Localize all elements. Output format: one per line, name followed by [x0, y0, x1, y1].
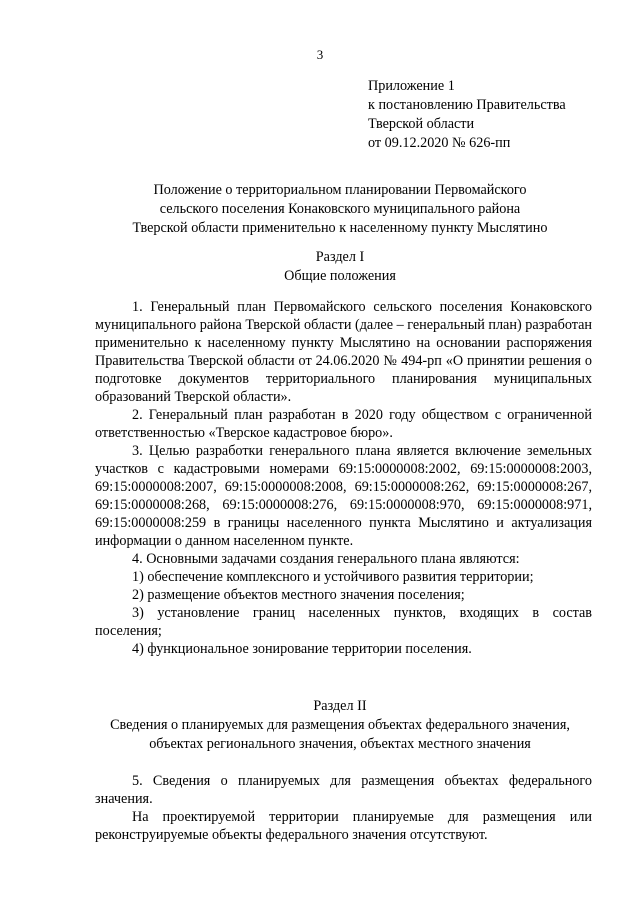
paragraph: На проектируемой территории планируемые для размещения или реконструируемые объекты федерального значения отсутствуют.	[95, 809, 592, 843]
section-heading: Сведения о планируемых для размещения объектах федерального значения,	[110, 717, 570, 733]
section-heading: Общие положения	[284, 268, 396, 284]
appendix-line: Тверской области	[368, 116, 475, 132]
section-heading: объектах регионального значения, объектах местного значения	[149, 736, 531, 752]
title-line: Тверской области применительно к населенному пункту Мыслятино	[132, 220, 548, 236]
section-label: Раздел I	[315, 249, 365, 265]
section2-body	[95, 772, 592, 844]
section1-header	[60, 248, 620, 286]
appendix-line: к постановлению Правительства	[368, 97, 566, 113]
paragraph: 1. Генеральный план Первомайского сельского поселения Конаковского муниципального района Тверской области (далее – генеральный план) разработан применительно к населенному пункту Мыслятино на основании распоряжения Правительства Тверской области от 24.06.2020 № 494-рп «О принятии решения о подготовке документов территориального планирования муниципальных образований Тверской области».	[95, 299, 592, 405]
section1-body	[95, 298, 592, 658]
section-label: Раздел II	[313, 698, 367, 714]
list-item: 3) установление границ населенных пунктов, входящих в состав поселения;	[95, 605, 592, 639]
title-line: сельского поселения Конаковского муниципального района	[159, 201, 521, 217]
paragraph: 3. Целью разработки генерального плана является включение земельных участков с кадастровыми номерами 69:15:0000008:2002, 69:15:0000008:2003, 69:15:0000008:2007, 69:15:0000008:2008, 69:15:0000008:262, 69:15:0000008:267, 69:15:0000008:268, 69:15:0000008:276, 69:15:0000008:970, 69:15:0000008:971, 69:15:0000008:259 в границы населенного пункта Мыслятино и актуализация информации о данном населенном пункте.	[95, 443, 592, 549]
list-item: 2) размещение объектов местного значения поселения;	[132, 587, 465, 603]
appendix-block	[368, 77, 628, 153]
section2-header	[60, 697, 620, 754]
list-item: 1) обеспечение комплексного и устойчивого развития территории;	[132, 569, 534, 585]
appendix-line: Приложение 1	[368, 78, 455, 94]
page-number: 3	[316, 47, 324, 62]
list-item: 4) функциональное зонирование территории поселения.	[132, 641, 472, 657]
paragraph: 2. Генеральный план разработан в 2020 году обществом с ограниченной ответственностью «Тверское кадастровое бюро».	[95, 407, 592, 441]
appendix-line: от 09.12.2020 № 626-пп	[368, 135, 511, 151]
document-title	[60, 181, 620, 238]
title-line: Положение о территориальном планировании Первомайского	[153, 182, 527, 198]
paragraph: 5. Сведения о планируемых для размещения объектах федерального значения.	[95, 773, 592, 807]
paragraph: 4. Основными задачами создания генерального плана являются:	[132, 551, 520, 567]
